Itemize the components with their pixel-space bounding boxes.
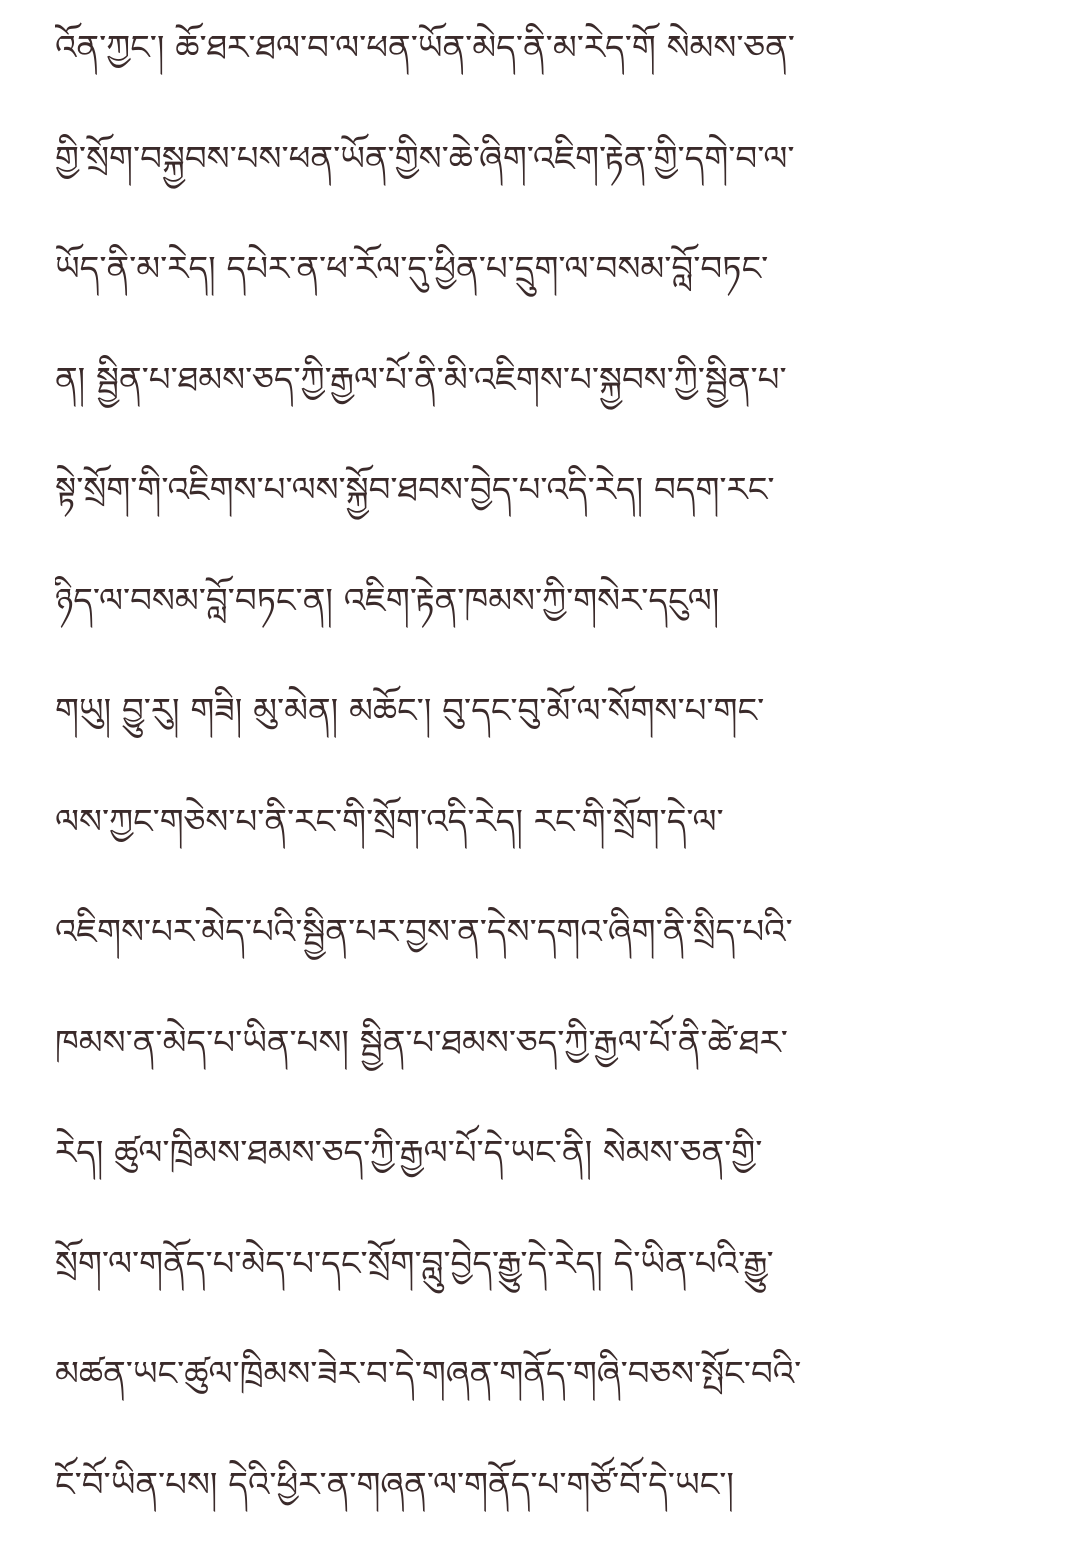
text-line-5: སྟེ་སྲོག་གི་འཇིགས་པ་ལས་སྐྱོབ་ཐབས་བྱེད་པ་འདི་རེད། བདག་རང་ [55, 460, 1030, 571]
text-line-3: ཡོད་ནི་མ་རེད། དཔེར་ན་ཕ་རོལ་དུ་ཕྱིན་པ་དྲུག་ལ་བསམ་བློ་བཏང་ [55, 239, 1030, 350]
text-line-1: འོན་ཀྱང་། ཆོ་ཐར་ཐལ་བ་ལ་ཕན་ཡོན་མེད་ནི་མ་རེད་གོ སེམས་ཅན་ [55, 18, 1030, 129]
text-line-10: ཁམས་ན་མེད་པ་ཡིན་པས། སྦྱིན་པ་ཐམས་ཅད་ཀྱི་རྒྱལ་པོ་ནི་ཚེ་ཐར་ [55, 1013, 1030, 1124]
text-line-8: ལས་ཀྱང་གཅེས་པ་ནི་རང་གི་སྲོག་འདི་རེད། རང་གི་སྲོག་དེ་ལ་ [55, 792, 1030, 903]
text-line-14: ངོ་བོ་ཡིན་པས། དེའི་ཕྱིར་ན་གཞན་ལ་གནོད་པ་གཙོ་བོ་དེ་ཡང་། [55, 1455, 1030, 1565]
tibetan-text-body [55, 18, 1030, 1565]
text-line-12: སྲོག་ལ་གནོད་པ་མེད་པ་དང་སྲོག་བླུ་བྱེད་རྒྱུ་དེ་རེད། དེ་ཡིན་པའི་རྒྱུ་ [55, 1234, 1030, 1345]
text-line-2: གྱི་སྲོག་བསྐྱབས་པས་ཕན་ཡོན་གྱིས་ཆེ་ཞིག་འཇིག་རྟེན་གྱི་དགེ་བ་ལ་ [55, 129, 1030, 240]
text-line-7: གཡུ། བྱུ་རུ། གཟི། མུ་མེན། མཆོང་། བུ་དང་བུ་མོ་ལ་སོགས་པ་གང་ [55, 681, 1030, 792]
text-line-6: ཉིད་ལ་བསམ་བློ་བཏང་ན། འཇིག་རྟེན་ཁམས་ཀྱི་གསེར་དངུལ། [55, 571, 1030, 682]
text-line-11: རེད། ཚུལ་ཁྲིམས་ཐམས་ཅད་ཀྱི་རྒྱལ་པོ་དེ་ཡང་ནི། སེམས་ཅན་གྱི་ [55, 1123, 1030, 1234]
text-line-13: མཚན་ཡང་ཚུལ་ཁྲིམས་ཟེར་བ་དེ་གཞན་གནོད་གཞི་བཅས་སྤོང་བའི་ [55, 1344, 1030, 1455]
text-line-4: ན། སྦྱིན་པ་ཐམས་ཅད་ཀྱི་རྒྱལ་པོ་ནི་མི་འཇིགས་པ་སྐྱབས་ཀྱི་སྦྱིན་པ་ [55, 350, 1030, 461]
text-line-9: འཇིགས་པར་མེད་པའི་སྦྱིན་པར་བྱས་ན་དེས་དགའ་ཞིག་ནི་སྲིད་པའི་ [55, 902, 1030, 1013]
